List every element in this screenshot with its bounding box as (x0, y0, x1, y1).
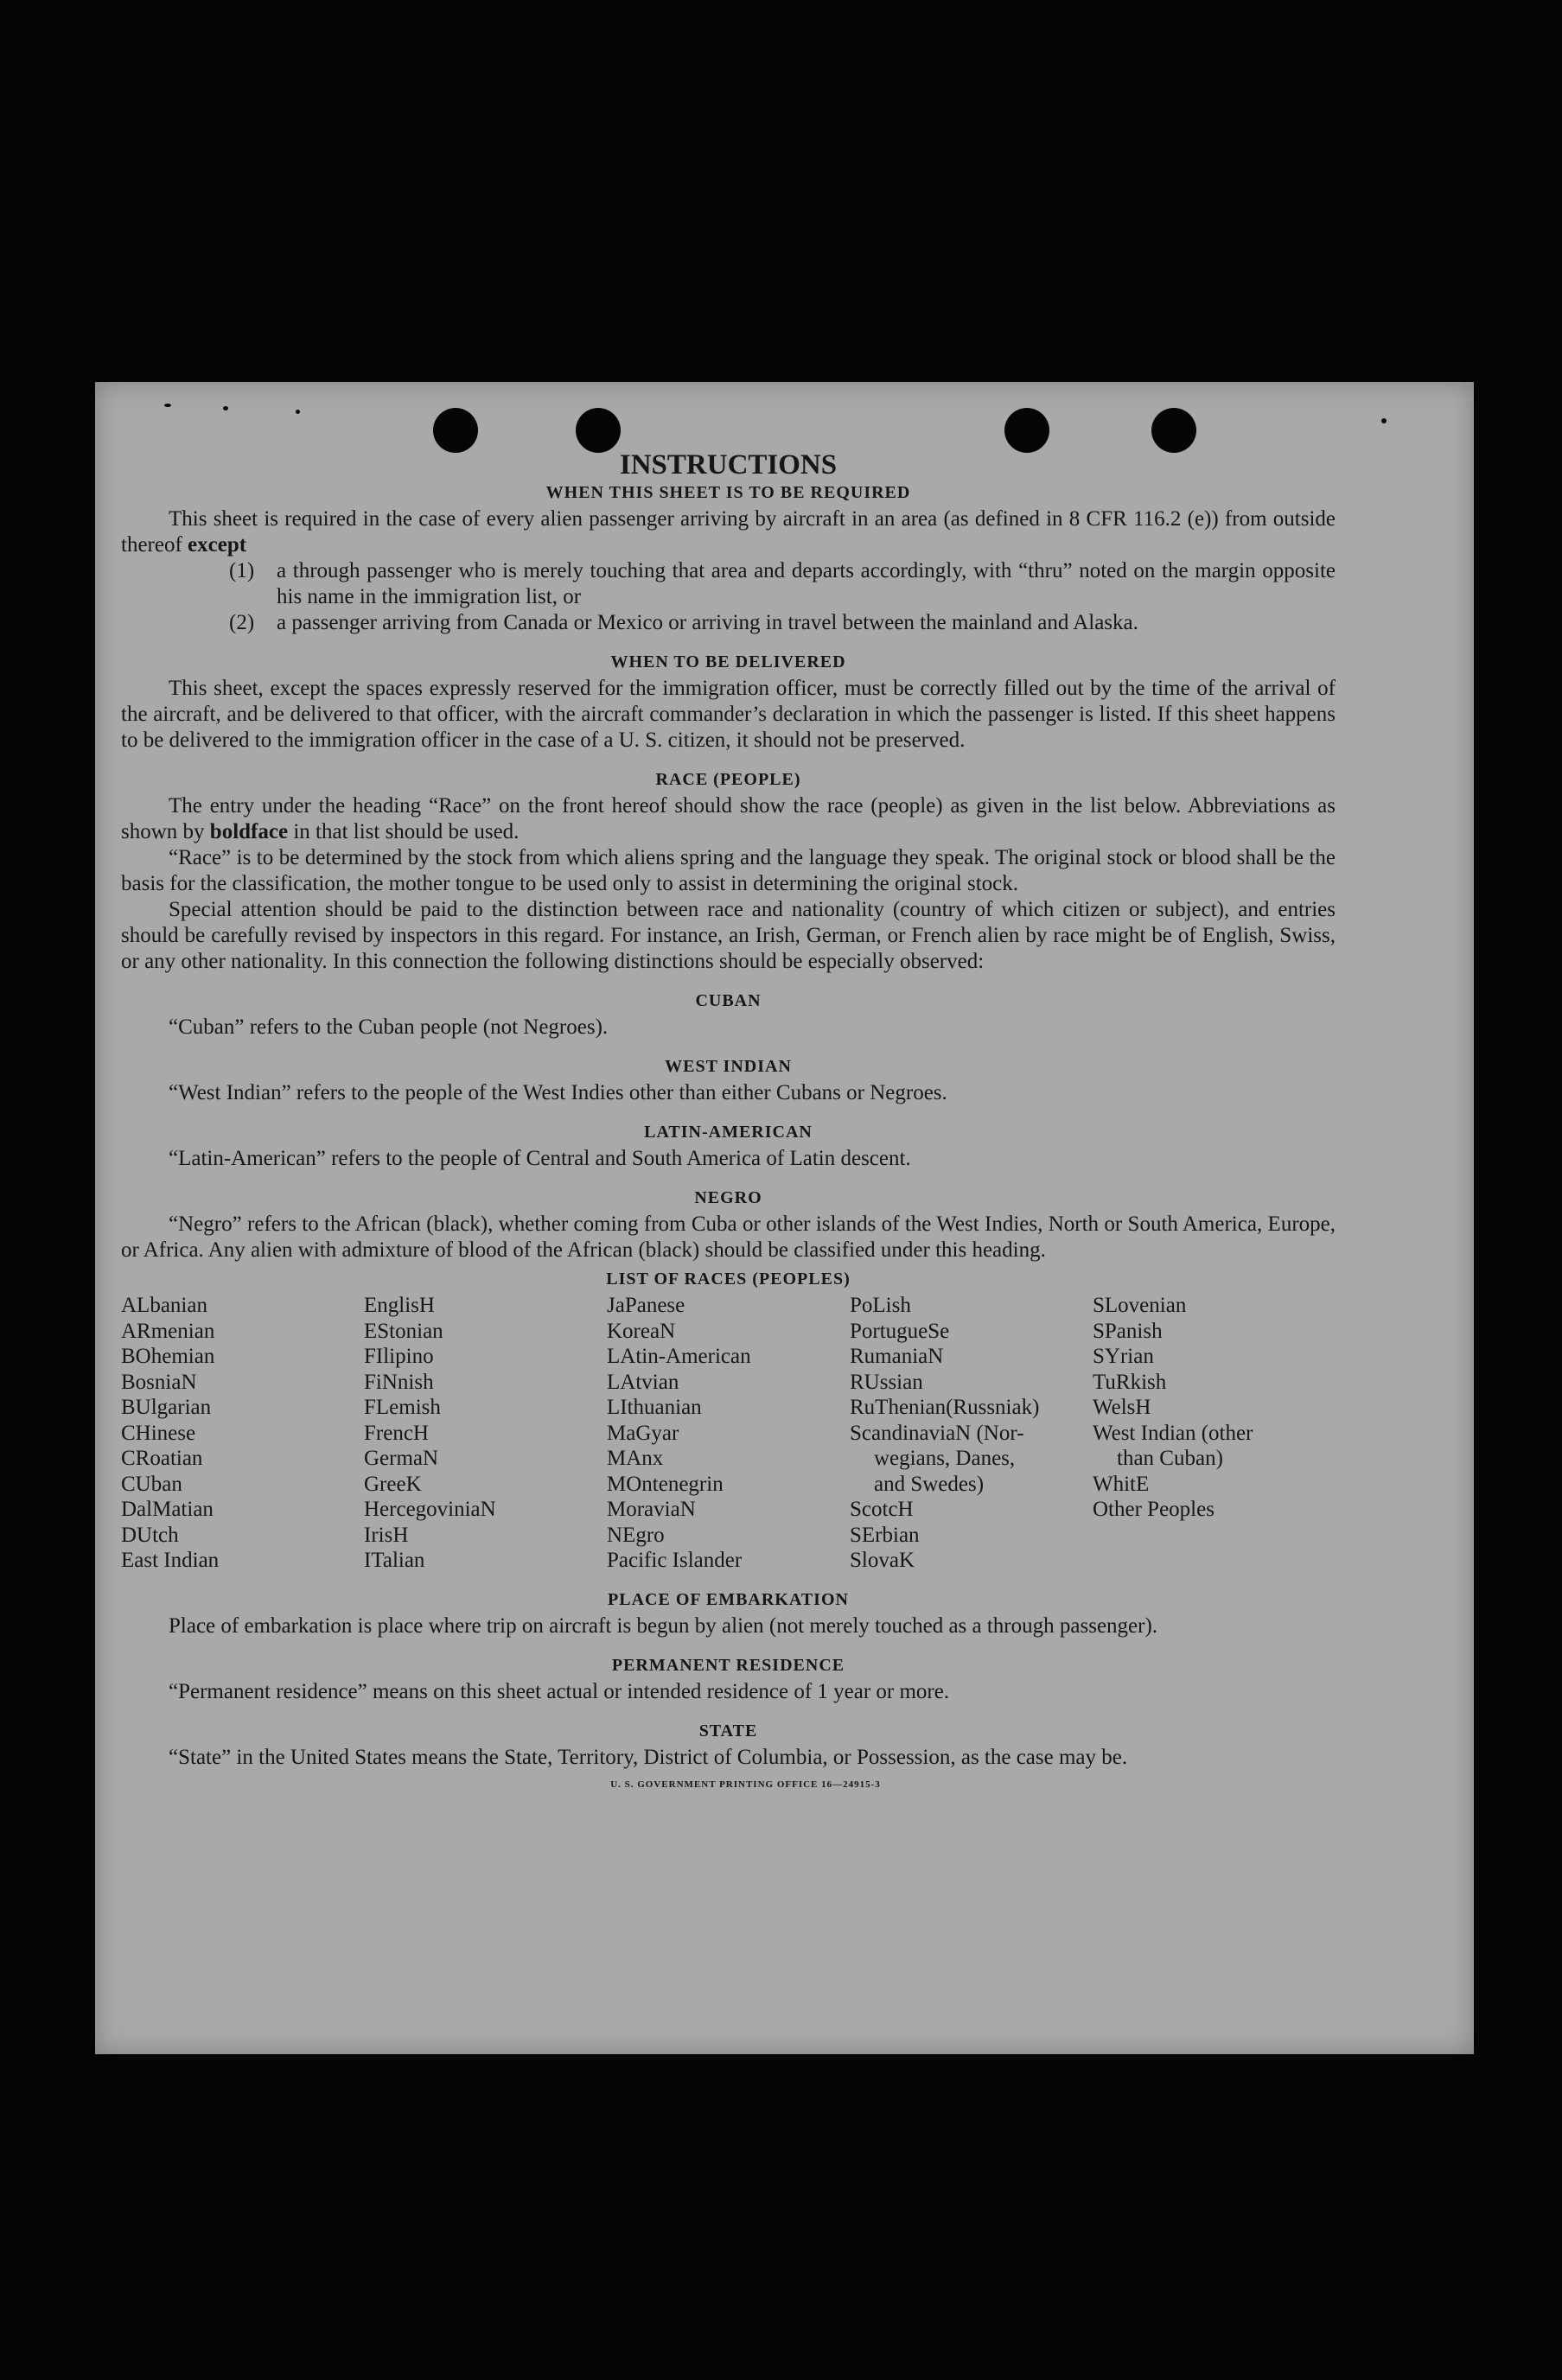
instruction-sheet (95, 382, 1474, 2054)
race-entry: BosniaN (121, 1370, 197, 1394)
section-text: “Latin-American” refers to the people of Central and South America of Latin descent. (169, 1147, 911, 1170)
race-entry: LAtvian (607, 1370, 679, 1394)
race-entry: IrisH (364, 1523, 409, 1547)
race-entry: EnglisH (364, 1294, 435, 1317)
race-entry: FrencH (364, 1421, 429, 1445)
race-entry: WhitE (1093, 1472, 1150, 1496)
race-entry: SYrian (1093, 1345, 1154, 1368)
list-item: (2) a passenger arriving from Canada or Mexico or arriving in travel between the mainland and Alaska. (229, 611, 1138, 634)
race-entry: SErbian (850, 1523, 920, 1547)
race-entry: CRoatian (121, 1447, 203, 1470)
race-entry: MoraviaN (607, 1498, 696, 1521)
race-entry: LIthuanian (607, 1396, 702, 1419)
race-entry: WelsH (1093, 1396, 1151, 1419)
race-entry: MAnx (607, 1447, 664, 1470)
race-entry: EStonian (364, 1319, 443, 1343)
speck (164, 404, 171, 407)
race-entry: ScotcH (850, 1498, 914, 1521)
race-entry: PortugueSe (850, 1319, 950, 1343)
speck (296, 410, 300, 414)
section-text: “State” in the United States means the State, Territory, District of Columbia, or Possession, as the case may be. (169, 1745, 1128, 1769)
section-heading: WHEN TO BE DELIVERED (610, 652, 846, 671)
section-heading: LIST OF RACES (PEOPLES) (606, 1270, 851, 1289)
race-entry: SPanish (1093, 1319, 1163, 1343)
page-title: INSTRUCTIONS (619, 449, 838, 480)
punch-hole (1151, 408, 1196, 453)
race-entry: NEgro (607, 1523, 665, 1547)
races-column (607, 1293, 850, 1574)
section-heading: LATIN-AMERICAN (644, 1123, 813, 1142)
race-entry: RuThenian(Russniak) (850, 1396, 1040, 1419)
races-column (121, 1293, 364, 1574)
section-text: Place of embarkation is place where trip on aircraft is begun by alien (not merely touched as a through passenger). (169, 1613, 1158, 1638)
race-entry: Other Peoples (1093, 1498, 1215, 1521)
section-heading: WHEN THIS SHEET IS TO BE REQUIRED (545, 483, 911, 502)
race-entry: DUtch (121, 1523, 179, 1547)
speck (223, 406, 228, 410)
races-column (1093, 1293, 1336, 1574)
race-entry: SLovenian (1093, 1294, 1187, 1317)
races-column (364, 1293, 607, 1574)
race-entry: HercegoviniaN (364, 1498, 496, 1521)
section-heading: WEST INDIAN (665, 1057, 792, 1076)
race-entry: and Swedes) (874, 1472, 985, 1496)
race-entry: BOhemian (121, 1345, 215, 1368)
list-item: (1) a through passenger who is merely touching that area and departs accordingly, with “thru” noted on the margin opposite his name in the immigration list, or (229, 559, 1336, 608)
section-text: This sheet is required in the case of every alien passenger arriving by aircraft in an area (as defined in 8 CFR 116.2 (e)) from outside thereof except (121, 507, 1336, 557)
race-entry: GermaN (364, 1447, 439, 1470)
section-heading: CUBAN (695, 991, 762, 1010)
section-heading: RACE (PEOPLE) (655, 770, 801, 789)
section-heading: PLACE OF EMBARKATION (608, 1589, 849, 1609)
race-entry: FIlipino (364, 1345, 434, 1368)
race-entry: RumaniaN (850, 1345, 944, 1368)
race-entry: East Indian (121, 1549, 220, 1572)
race-entry: MaGyar (607, 1421, 679, 1445)
race-entry: DalMatian (121, 1498, 214, 1521)
race-entry: ITalian (364, 1549, 425, 1572)
punch-hole (433, 408, 478, 453)
printing-office-line: U. S. GOVERNMENT PRINTING OFFICE 16—24915-3 (610, 1779, 881, 1790)
race-entry: than Cuban) (1117, 1447, 1223, 1470)
punch-hole (1004, 408, 1049, 453)
race-entry: BUlgarian (121, 1396, 212, 1419)
section-text: “Negro” refers to the African (black), whether coming from Cuba or other islands of the West Indies, North or South America, Europe, or Africa. Any alien with admixture of blood of the African (black) should be classified under this heading. (121, 1212, 1336, 1262)
section-text: “Permanent residence” means on this sheet actual or intended residence of 1 year or more. (169, 1679, 950, 1703)
section-heading: STATE (698, 1721, 758, 1740)
section-heading: NEGRO (694, 1188, 762, 1207)
section-text: “West Indian” refers to the people of the West Indies other than either Cubans or Negroes. (169, 1081, 947, 1104)
race-entry: CUban (121, 1472, 182, 1496)
section-heading: PERMANENT RESIDENCE (611, 1655, 845, 1675)
race-entry: West Indian (other (1093, 1421, 1253, 1445)
race-entry: FLemish (364, 1396, 441, 1419)
speck (1381, 418, 1387, 423)
race-entry: CHinese (121, 1421, 196, 1445)
race-entry: ScandinaviaN (Nor- (850, 1421, 1024, 1445)
section-text: “Race” is to be determined by the stock from which aliens spring and the language they speak. The original stock or blood shall be the basis for the classification, the mother tongue to be used only to assist in determining the original stock. (121, 846, 1336, 895)
race-entry: MOntenegrin (607, 1472, 724, 1496)
section-text: “Cuban” refers to the Cuban people (not Negroes). (169, 1015, 609, 1039)
section-text: Special attention should be paid to the distinction between race and nationality (country of which citizen or subject), and entries should be carefully revised by inspectors in this regard. For instance, an Irish, German, or French alien by race might be of English, Swiss, or any other nationality. In this connection the following distinctions should be especially observed: (121, 898, 1336, 973)
race-entry: JaPanese (607, 1294, 685, 1317)
race-entry: PoLish (850, 1294, 911, 1317)
race-entry: wegians, Danes, (874, 1447, 1016, 1470)
races-list (121, 1293, 1336, 1574)
punch-hole (576, 408, 621, 453)
race-entry: Pacific Islander (607, 1549, 743, 1572)
section-text: This sheet, except the spaces expressly reserved for the immigration officer, must be correctly filled out by the time of the arrival of the aircraft, and be delivered to that officer, with the aircraft commander’s declaration in which the passenger is listed. If this sheet happens to be delivered to the immigration officer in the case of a U. S. citizen, it should not be preserved. (121, 677, 1336, 752)
race-entry: ALbanian (121, 1294, 207, 1317)
races-column (850, 1293, 1093, 1574)
race-entry: GreeK (364, 1472, 422, 1496)
race-entry: KoreaN (607, 1319, 676, 1343)
race-entry: FiNnish (364, 1370, 434, 1394)
race-entry: TuRkish (1093, 1370, 1167, 1394)
race-entry: SlovaK (850, 1549, 915, 1572)
race-entry: ARmenian (121, 1319, 215, 1343)
section-text: The entry under the heading “Race” on the front hereof should show the race (people) as given in the list below. Abbreviations as shown by boldface in that list should be used. (121, 794, 1336, 843)
race-entry: RUssian (850, 1370, 923, 1394)
race-entry: LAtin-American (607, 1345, 751, 1368)
